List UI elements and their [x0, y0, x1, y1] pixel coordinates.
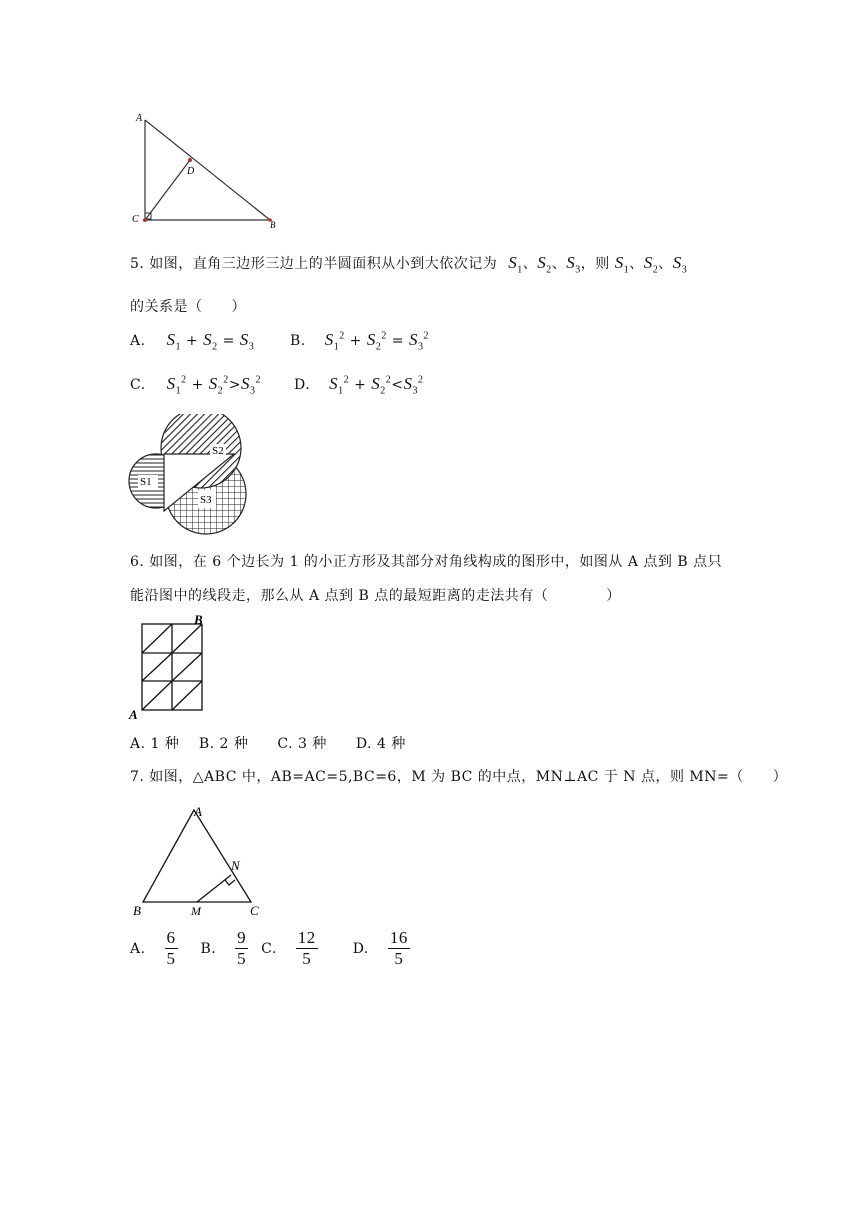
tri-label-b: B [133, 903, 141, 918]
s3-symbol: $S_3$ [566, 253, 581, 276]
s3-symbol-2: $S_3$ [672, 253, 688, 276]
tri-label-c: C [250, 903, 259, 918]
label-a: A [136, 113, 143, 124]
q7-option-c: C. $\frac{12}{5}$ [261, 928, 316, 968]
s1-symbol-2: $S_1$ [614, 253, 630, 276]
semicircles-figure [126, 414, 266, 538]
s1-label: S1 [140, 476, 152, 488]
label-b: B [270, 220, 276, 230]
q7-option-a: A. $\frac{6}{5}$ [130, 928, 176, 968]
q5-option-b: B. $S_1^2 + S_2^2 = S_3^2$ [290, 330, 429, 353]
tri-label-n: N [231, 858, 240, 873]
s2-symbol-2: $S_2$ [643, 253, 659, 276]
q6-options: A. 1 种 B. 2 种 C. 3 种 D. 4 种 [130, 736, 406, 752]
q5-stem-text: 5. 如图，直角三边形三边上的半圆面积从小到大依次记为 [130, 256, 498, 272]
s3-label: S3 [200, 494, 212, 506]
q5-option-c: C. $S_1^2 + S_2^2>S_3^2$ [130, 374, 261, 397]
s1-symbol: $S_1$ [508, 253, 523, 276]
isosceles-triangle-figure [128, 802, 278, 922]
question-6-line2: 能沿图中的线段走，那么从 A 点到 B 点的最短距离的走法共有（ ） [130, 588, 621, 604]
q7-option-d: D. $\frac{16}{5}$ [352, 928, 408, 968]
question-5-stem-line2: 的关系是（ ） [130, 299, 246, 315]
grid-path-figure [126, 612, 216, 722]
q7-options [130, 928, 410, 969]
question-7-stem: 7. 如图，△ABC 中，AB=AC=5,BC=6，M 为 BC 的中点，MN⊥AC 于 N 点，则 MN=（ ） [130, 769, 788, 785]
q7-option-b: B. $\frac{9}{5}$ [200, 928, 247, 968]
question-6-line1: 6. 如图，在 6 个边长为 1 的小正方形及其部分对角线构成的图形中，如图从 A 点到 B 点只 [130, 554, 723, 570]
tri-label-a: A [194, 804, 202, 819]
label-c: C [132, 214, 139, 225]
s2-label: S2 [212, 445, 224, 457]
grid-label-a: A [129, 707, 138, 722]
tri-label-m: M [191, 904, 201, 918]
label-d: D [187, 166, 195, 177]
triangle-acb-figure [128, 108, 288, 236]
q5-option-a: A. $S_1 + S_2 = S_3$ [130, 330, 255, 353]
grid-label-b: B [194, 612, 203, 627]
q5-option-d: D. $S_1^2 + S_2^2<S_3^2$ [294, 374, 424, 397]
question-5-stem: 5. 如图，直角三边形三边上的半圆面积从小到大依次记为 $S_1$、$S_2$、$S_3$，则 $S_1$、$S_2$、$S_3$ [130, 253, 688, 276]
s2-symbol: $S_2$ [537, 253, 552, 276]
